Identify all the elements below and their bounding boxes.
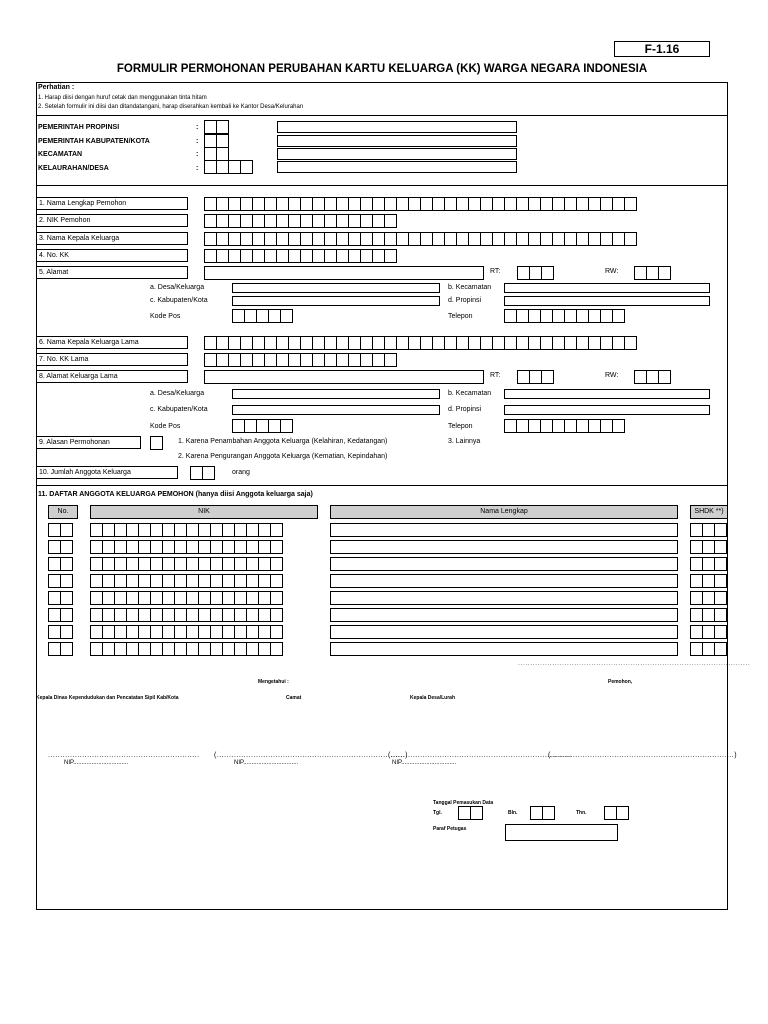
phone-boxes[interactable] [504, 309, 624, 323]
village-name-field[interactable] [277, 161, 517, 173]
colon: : [196, 138, 199, 145]
entry-date-label: Tanggal Pemasukan Data [433, 800, 494, 806]
label-district: KECAMATAN [38, 151, 83, 158]
member-no-boxes[interactable] [48, 574, 72, 588]
label-village: KELAURAHAN/DESA [38, 165, 109, 172]
kk-number-boxes[interactable] [204, 249, 396, 263]
label-address: 5. Alamat [36, 266, 188, 279]
member-no-boxes[interactable] [48, 557, 72, 571]
postal-code-boxes[interactable] [232, 309, 292, 323]
label-applicant-nik: 2. NIK Pemohon [36, 214, 188, 227]
member-no-boxes[interactable] [48, 540, 72, 554]
member-shdk-boxes[interactable] [690, 608, 726, 622]
label-regency-sub: c. Kabupaten/Kota [150, 297, 208, 304]
label-old-address: 8. Alamat Keluarga Lama [36, 370, 188, 383]
thn-label: Thn. [576, 810, 587, 816]
district-sub-field[interactable] [504, 283, 710, 293]
label-district-sub: b. Kecamatan [448, 284, 492, 291]
reason-option-2: 2. Karena Pengurangan Anggota Keluarga (Kematian, Kepindahan) [178, 453, 388, 460]
rw-boxes[interactable] [634, 266, 670, 280]
member-no-boxes[interactable] [48, 642, 72, 656]
divider [36, 485, 728, 486]
bln-boxes[interactable] [530, 806, 554, 820]
mengetahui-label: Mengetahui : [258, 679, 289, 685]
notice-item-2: 2. Setelah formulir ini diisi dan ditandatangani, harap diserahkan kembali ke Kantor Desa/Kelurahan [38, 104, 304, 110]
old-regency-field[interactable] [232, 405, 440, 415]
tgl-label: Tgl. [433, 810, 442, 816]
label-village-sub: a. Desa/Keluarga [150, 390, 205, 397]
old-village-field[interactable] [232, 389, 440, 399]
old-district-field[interactable] [504, 389, 710, 399]
camat-label: Camat [286, 695, 302, 701]
member-nik-boxes[interactable] [90, 557, 282, 571]
member-nik-boxes[interactable] [90, 523, 282, 537]
nip-label: NIP [392, 760, 402, 766]
member-name-field[interactable] [330, 523, 678, 537]
nip-dinas: NIP................................. [64, 760, 129, 766]
label-phone: Telepon [448, 423, 473, 430]
paraf-label: Paraf Petugas [433, 826, 467, 832]
old-kk-boxes[interactable] [204, 353, 396, 367]
member-shdk-boxes[interactable] [690, 625, 726, 639]
member-shdk-boxes[interactable] [690, 523, 726, 537]
rt-label: RT: [490, 268, 501, 275]
member-shdk-boxes[interactable] [690, 540, 726, 554]
member-name-field[interactable] [330, 625, 678, 639]
member-nik-boxes[interactable] [90, 642, 282, 656]
applicant-name-boxes[interactable] [204, 197, 636, 211]
province-name-field[interactable] [277, 121, 517, 133]
kepala-desa-label: Kepala Desa/Lurah [410, 695, 456, 701]
member-shdk-boxes[interactable] [690, 557, 726, 571]
paraf-field[interactable] [505, 824, 618, 841]
reason-option-3: 3. Lainnya [448, 438, 481, 445]
rt-label: RT: [490, 372, 501, 379]
regency-name-field[interactable] [277, 135, 517, 147]
nip-label: NIP [234, 760, 244, 766]
regency-sub-field[interactable] [232, 296, 440, 306]
colon: : [196, 151, 199, 158]
member-no-boxes[interactable] [48, 591, 72, 605]
member-name-field[interactable] [330, 608, 678, 622]
reason-checkbox[interactable] [150, 436, 162, 450]
member-name-field[interactable] [330, 540, 678, 554]
label-family-head: 3. Nama Kepala Keluarga [36, 232, 188, 245]
old-family-head-boxes[interactable] [204, 336, 636, 350]
label-old-kk: 7. No. KK Lama [36, 353, 188, 366]
divider [36, 115, 728, 116]
old-postal-code-boxes[interactable] [232, 419, 292, 433]
members-section-title: 11. DAFTAR ANGGOTA KELUARGA PEMOHON (hanya diisi Anggota keluarga saja) [38, 491, 313, 498]
label-province: PEMERINTAH PROPINSI [38, 124, 120, 131]
member-shdk-boxes[interactable] [690, 574, 726, 588]
member-nik-boxes[interactable] [90, 625, 282, 639]
member-name-field[interactable] [330, 591, 678, 605]
orang-label: orang [232, 469, 250, 476]
tgl-boxes[interactable] [458, 806, 482, 820]
label-district-sub: b. Kecamatan [448, 390, 492, 397]
notice-item-1: 1. Harap diisi dengan huruf cetak dan menggunakan tinta hitam [38, 95, 207, 101]
label-postal-code: Kode Pos [150, 313, 181, 320]
label-kk-number: 4. No. KK [36, 249, 188, 262]
member-count-boxes[interactable] [190, 466, 214, 480]
district-name-field[interactable] [277, 148, 517, 160]
bln-label: Bln. [508, 810, 518, 816]
divider [36, 185, 728, 186]
notice-heading: Perhatian : [38, 84, 75, 91]
label-province-sub: d. Propinsi [448, 297, 482, 304]
old-province-field[interactable] [504, 405, 710, 415]
member-name-field[interactable] [330, 642, 678, 656]
old-address-field[interactable] [204, 370, 484, 384]
reason-option-1: 1. Karena Penambahan Anggota Keluarga (Kelahiran, Kedatangan) [178, 438, 388, 445]
member-shdk-boxes[interactable] [690, 591, 726, 605]
member-no-boxes[interactable] [48, 608, 72, 622]
form-code: F-1.16 [614, 41, 710, 57]
header-name: Nama Lengkap [330, 505, 678, 519]
member-name-field[interactable] [330, 557, 678, 571]
rw-label: RW: [605, 372, 619, 379]
date-place-line: ............................................................................................... [518, 660, 751, 667]
district-code-boxes[interactable] [204, 147, 228, 161]
member-no-boxes[interactable] [48, 523, 72, 537]
colon: : [196, 124, 199, 131]
thn-boxes[interactable] [604, 806, 628, 820]
pemohon-label: Pemohon, [608, 679, 633, 685]
member-shdk-boxes[interactable] [690, 642, 726, 656]
member-nik-boxes[interactable] [90, 574, 282, 588]
nip-label: NIP [64, 760, 74, 766]
province-sub-field[interactable] [504, 296, 710, 306]
nip-camat: NIP................................. [234, 760, 299, 766]
label-old-family-head: 6. Nama Kepala Keluarga Lama [36, 336, 188, 349]
header-nik: NIK [90, 505, 318, 519]
form-title: FORMULIR PERMOHONAN PERUBAHAN KARTU KELUARGA (KK) WARGA NEGARA INDONESIA [116, 63, 648, 75]
signature-line-kades[interactable]: (.......................................................................... [388, 752, 572, 759]
member-no-boxes[interactable] [48, 625, 72, 639]
member-nik-boxes[interactable] [90, 608, 282, 622]
old-rt-boxes[interactable] [517, 370, 553, 384]
signature-line-dinas[interactable]: .............................................................. [48, 752, 200, 759]
label-postal-code: Kode Pos [150, 423, 181, 430]
signature-line-camat[interactable]: (.............................................................................) [214, 752, 408, 759]
member-nik-boxes[interactable] [90, 540, 282, 554]
label-reason: 9. Alasan Permohonan [36, 436, 141, 449]
header-no: No. [48, 505, 78, 519]
nip-kades: NIP................................. [392, 760, 457, 766]
label-applicant-name: 1. Nama Lengkap Pemohon [36, 197, 188, 210]
label-regency-sub: c. Kabupaten/Kota [150, 406, 208, 413]
rt-boxes[interactable] [517, 266, 553, 280]
old-phone-boxes[interactable] [504, 419, 624, 433]
colon: : [196, 165, 199, 172]
rw-label: RW: [605, 268, 619, 275]
label-regency: PEMERINTAH KABUPATEN/KOTA [38, 138, 150, 145]
village-code-boxes[interactable] [204, 160, 252, 174]
label-phone: Telepon [448, 313, 473, 320]
applicant-nik-boxes[interactable] [204, 214, 396, 228]
family-head-boxes[interactable] [204, 232, 636, 246]
label-member-count: 10. Jumlah Anggota Keluarga [36, 466, 178, 479]
label-province-sub: d. Propinsi [448, 406, 482, 413]
signature-line-pemohon[interactable]: (...........................................................................) [548, 752, 738, 759]
label-village-sub: a. Desa/Keluarga [150, 284, 205, 291]
old-rw-boxes[interactable] [634, 370, 670, 384]
regency-code-boxes[interactable] [204, 134, 228, 148]
province-code-boxes[interactable] [204, 120, 228, 134]
address-field[interactable] [204, 266, 484, 280]
header-shdk: SHDK **) [690, 505, 728, 519]
member-nik-boxes[interactable] [90, 591, 282, 605]
member-name-field[interactable] [330, 574, 678, 588]
village-sub-field[interactable] [232, 283, 440, 293]
dinas-label: Kepala Dinas Kependudukan dan Pencatatan Sipil Kab/Kota [36, 695, 179, 701]
